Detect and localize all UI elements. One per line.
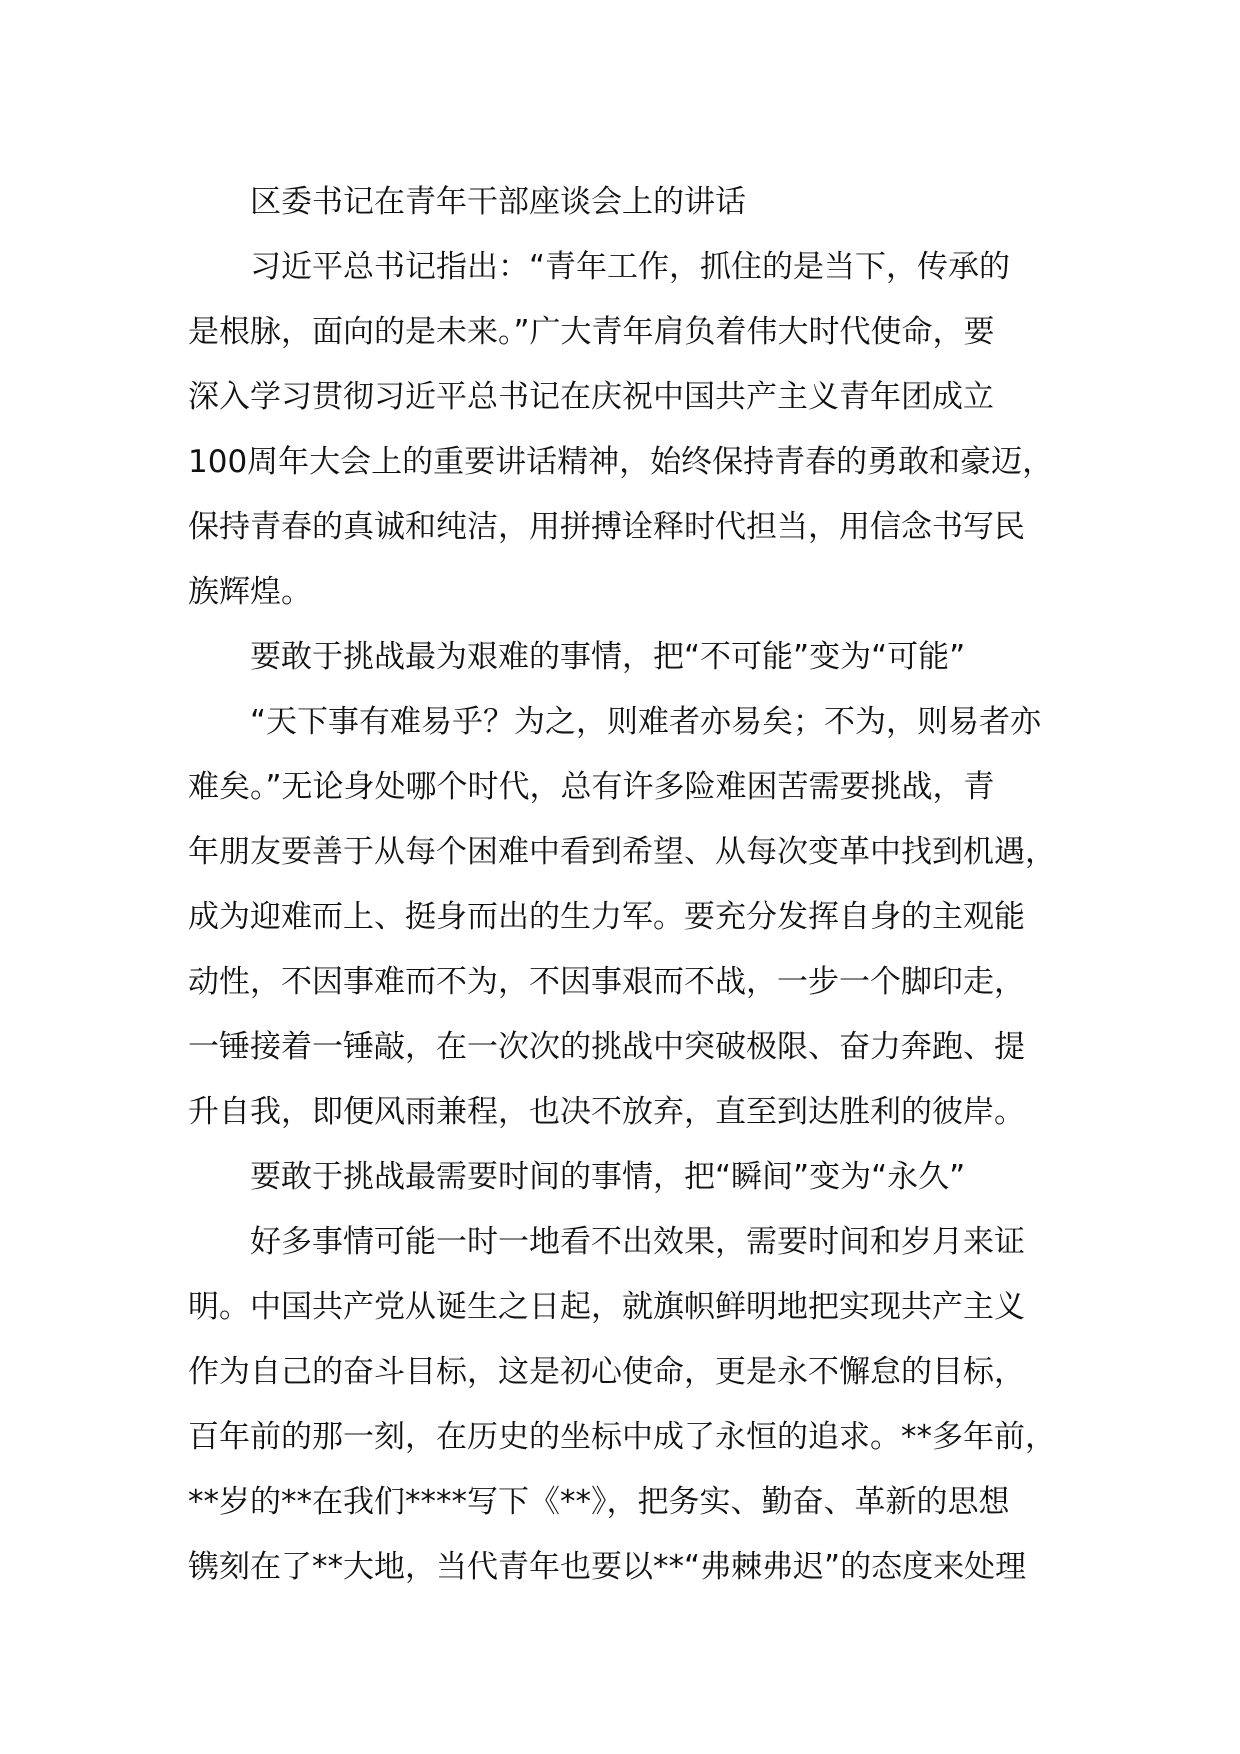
- text-line: 升自我，即便风雨兼程，也决不放弃，直至到达胜利的彼岸。: [188, 1094, 1025, 1130]
- text-line: 作为自己的奋斗目标，这是初心使命，更是永不懈怠的目标，: [188, 1354, 1025, 1390]
- text-line: 深入学习贯彻习近平总书记在庆祝中国共产主义青年团成立: [188, 379, 994, 415]
- text-line: 难矣。”无论身处哪个时代，总有许多险难困苦需要挑战，青: [188, 769, 995, 805]
- text-line: “天下事有难易乎？为之，则难者亦易矣；不为，则易者亦: [250, 704, 1042, 740]
- text-line: 100周年大会上的重要讲话精神，始终保持青春的勇敢和豪迈，: [188, 444, 1054, 480]
- text-line: 一锤接着一锤敲，在一次次的挑战中突破极限、奋力奔跑、提: [188, 1029, 1025, 1065]
- text-line: 区委书记在青年干部座谈会上的讲话: [250, 184, 746, 220]
- body-paragraph: [188, 235, 1088, 625]
- text-line: 保持青春的真诚和纯洁，用拼搏诠释时代担当，用信念书写民: [188, 509, 1025, 545]
- body-paragraph: [188, 1210, 1088, 1600]
- text-line: 镌刻在了**大地，当代青年也要以**“弗棘弗迟”的态度来处理: [188, 1549, 1027, 1585]
- text-line: 明。中国共产党从诞生之日起，就旗帜鲜明地把实现共产主义: [188, 1289, 1025, 1325]
- section-heading: [188, 1145, 1088, 1210]
- document-title: [188, 170, 1088, 235]
- text-line: 族辉煌。: [188, 574, 312, 610]
- text-line: 年朋友要善于从每个困难中看到希望、从每次变革中找到机遇，: [188, 834, 1056, 870]
- text-line: 百年前的那一刻，在历史的坐标中成了永恒的追求。**多年前，: [188, 1419, 1056, 1455]
- text-line: 成为迎难而上、挺身而出的生力军。要充分发挥自身的主观能: [188, 899, 1025, 935]
- text-line: 要敢于挑战最为艰难的事情，把“不可能”变为“可能”: [250, 639, 966, 675]
- text-line: 动性，不因事难而不为，不因事艰而不战，一步一个脚印走，: [188, 964, 1025, 1000]
- section-heading: [188, 625, 1088, 690]
- text-line: 好多事情可能一时一地看不出效果，需要时间和岁月来证: [250, 1224, 1025, 1260]
- text-line: 要敢于挑战最需要时间的事情，把“瞬间”变为“永久”: [250, 1159, 966, 1195]
- body-paragraph: [188, 690, 1088, 1145]
- text-line: **岁的**在我们****写下《**》，把务实、勤奋、革新的思想: [188, 1484, 1010, 1520]
- text-line: 习近平总书记指出：“青年工作，抓住的是当下，传承的: [250, 249, 1011, 285]
- text-line: 是根脉，面向的是未来。”广大青年肩负着伟大时代使命，要: [188, 314, 995, 350]
- document-body: [188, 170, 1088, 1600]
